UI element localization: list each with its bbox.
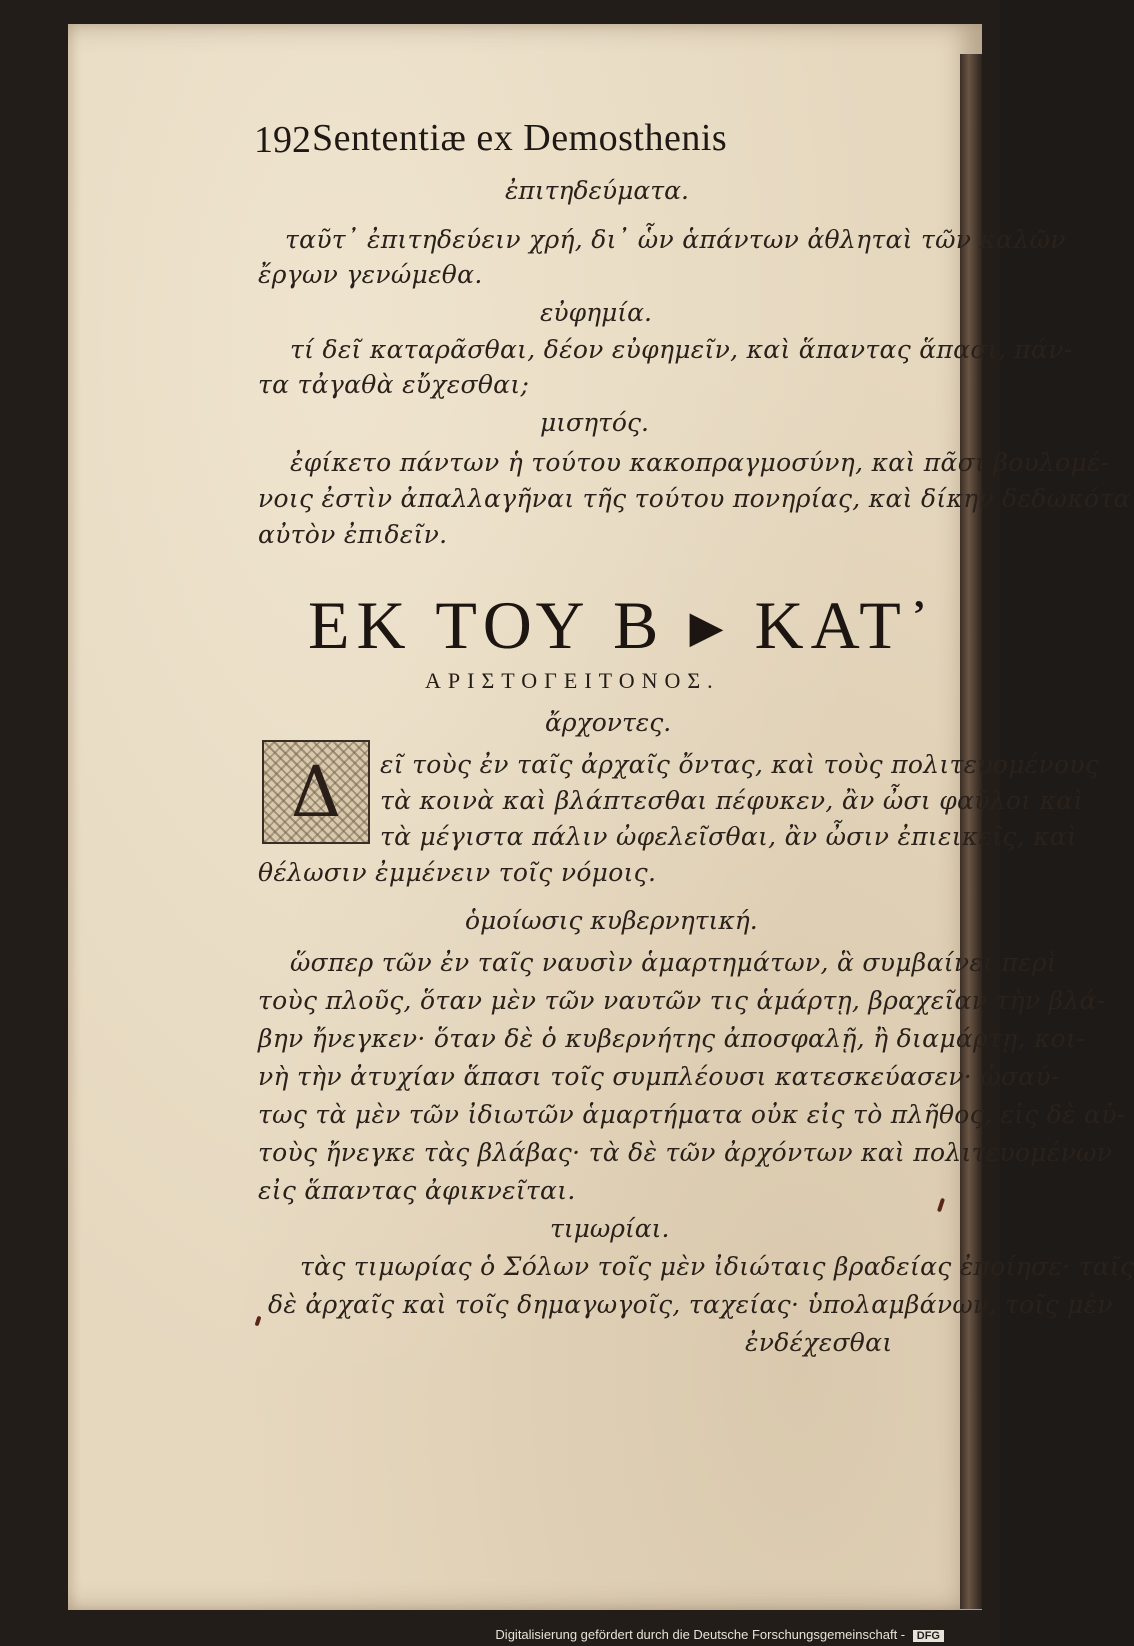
- text-line: τί δεῖ καταρᾶσθαι, δέον εὐφημεῖν, καὶ ἅπαντας ἅπασι, πάν-: [290, 335, 1073, 364]
- chapter-subtitle: ΑΡΙΣΤΟΓΕΙΤΟΝΟΣ.: [425, 668, 720, 693]
- section-heading: ὁμοίωσις κυβερνητική.: [465, 906, 758, 935]
- text-line: νὴ τὴν ἀτυχίαν ἅπασι τοῖς συμπλέουσι κατεσκεύασεν· ὡσαύ-: [258, 1062, 1060, 1091]
- text-line: εῖ τοὺς ἐν ταῖς ἀρχαῖς ὄντας, καὶ τοὺς πολιτευομένους: [380, 750, 1100, 779]
- section-heading: εὐφημία.: [540, 298, 652, 327]
- dfg-logo: DFG: [913, 1630, 944, 1642]
- section-heading: ἐπιτηδεύματα.: [505, 176, 689, 205]
- text-line: βην ἤνεγκεν· ὅταν δὲ ὁ κυβερνήτης ἀποσφαλῇ, ἢ διαμάρτῃ, κοι-: [258, 1024, 1085, 1053]
- chapter-title: ΕΚ ΤΟΥ Β ▸ ΚΑΤ᾽: [308, 587, 938, 663]
- text-line: ἐνδέχεσθαι: [745, 1328, 893, 1357]
- text-line: ἐφίκετο πάντων ἡ τούτου κακοπραγμοσύνη, καὶ πᾶσι βουλομέ-: [290, 448, 1110, 477]
- credit-text: Digitalisierung gefördert durch die Deutsche Forschungsgemeinschaft -: [495, 1627, 906, 1642]
- text-line: εἰς ἅπαντας ἀφικνεῖται.: [258, 1176, 576, 1205]
- text-line: τὰ μέγιστα πάλιν ὠφελεῖσθαι, ἂν ὦσιν ἐπιεικεῖς, καὶ: [380, 822, 1078, 851]
- text-line: τοὺς ἤνεγκε τὰς βλάβας· τὰ δὲ τῶν ἀρχόντων καὶ πολιτευομένων: [258, 1138, 1113, 1167]
- text-line: αὐτὸν ἐπιδεῖν.: [258, 520, 448, 549]
- text-line: δὲ ἀρχαῖς καὶ τοῖς δημαγωγοῖς, ταχείας· ὑπολαμβάνων, τοῖς μὲν: [268, 1290, 1113, 1319]
- paper-page: [68, 24, 982, 1610]
- decorated-initial: [262, 740, 370, 844]
- section-heading: μισητός.: [540, 408, 649, 437]
- text-line: τοὺς πλοῦς, ὅταν μὲν τῶν ναυτῶν τις ἁμάρτῃ, βραχεῖαν τὴν βλά-: [258, 986, 1106, 1015]
- page-number: 192: [254, 119, 311, 161]
- digitization-credit: [495, 1627, 944, 1642]
- initial-letter: Δ: [264, 742, 368, 842]
- text-line: ὥσπερ τῶν ἐν ταῖς ναυσὶν ἁμαρτημάτων, ἃ συμβαίνει περὶ: [290, 948, 1057, 977]
- text-line: θέλωσιν ἐμμένειν τοῖς νόμοις.: [258, 858, 657, 887]
- text-line: νοις ἐστὶν ἀπαλλαγῆναι τῆς τούτου πονηρίας, καὶ δίκην δεδωκότα: [258, 484, 1131, 513]
- text-line: τὰς τιμωρίας ὁ Σόλων τοῖς μὲν ἰδιώταις βραδείας ἐποίησε· ταῖς: [300, 1252, 1134, 1281]
- text-line: τως τὰ μὲν τῶν ἰδιωτῶν ἁμαρτήματα οὐκ εἰς τὸ πλῆθος, εἰς δὲ αὐ-: [258, 1100, 1126, 1129]
- section-heading: τιμωρίαι.: [550, 1214, 670, 1243]
- text-line: ἔργων γενώμεθα.: [258, 260, 483, 289]
- text-line: τα τἀγαθὰ εὔχεσθαι;: [258, 370, 530, 399]
- section-heading: ἄρχοντες.: [545, 708, 672, 737]
- text-line: ταῦτ᾽ ἐπιτηδεύειν χρή, δι᾽ ὧν ἁπάντων ἀθληταὶ τῶν καλῶν: [285, 225, 1066, 254]
- text-line: τὰ κοινὰ καὶ βλάπτεσθαι πέφυκεν, ἂν ὦσι φαῦλοι καὶ: [380, 786, 1084, 815]
- running-title: Sententiæ ex Demosthenis: [312, 117, 728, 159]
